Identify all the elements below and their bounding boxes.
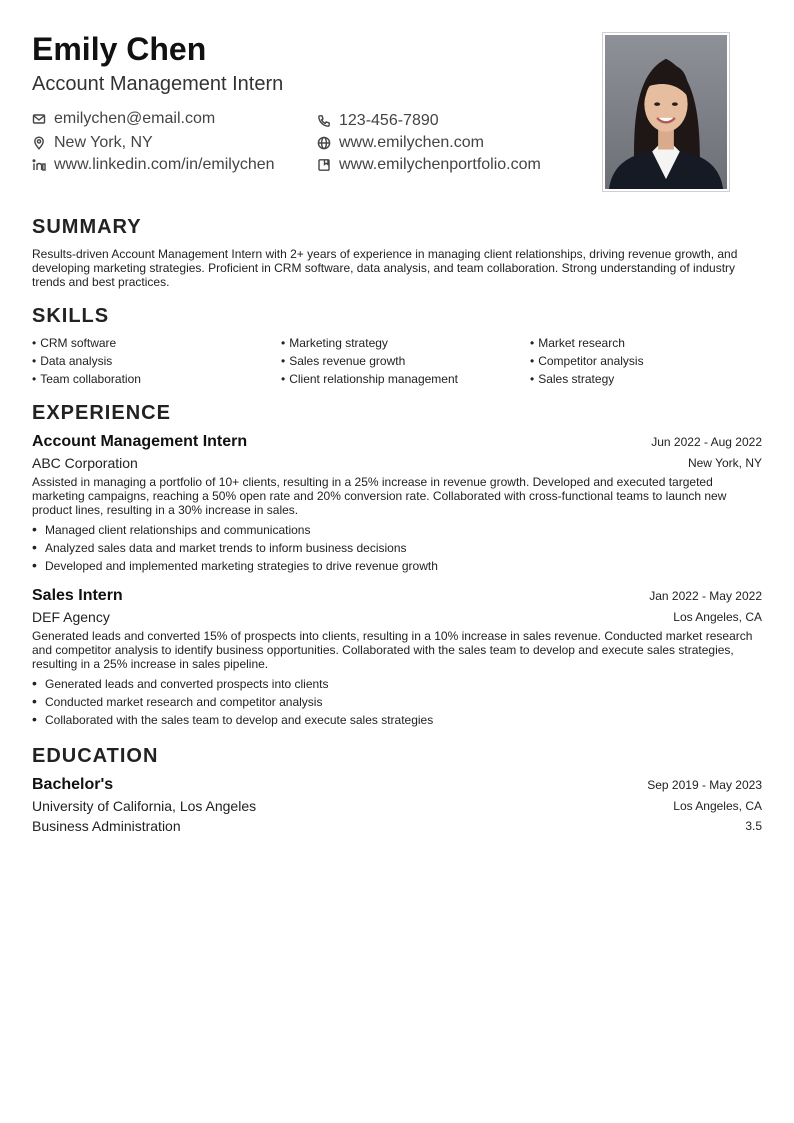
contact-location-text: New York, NY (54, 134, 153, 151)
candidate-role: Account Management Intern (32, 73, 284, 95)
job-location: New York, NY (687, 456, 762, 470)
job-description: Assisted in managing a portfolio of 10+ clients, resulting in a 25% increase in revenue growth. Developed and executed targeted marketing campaigns, reaching a 50% open rate and 20% conversion rate. Collaborated with cross-functional teams to launch new product lines, resulting in a 30% increase in sales. (32, 475, 727, 517)
contact-portfolio[interactable] (317, 156, 541, 174)
experience-heading: EXPERIENCE (32, 402, 171, 424)
contact-website[interactable] (317, 134, 484, 152)
contact-linkedin[interactable] (32, 156, 275, 174)
job-bullet: • Conducted market research and competitor analysis (32, 693, 323, 709)
field-of-study: Business Administration (32, 818, 181, 834)
education-dates: Sep 2019 - May 2023 (647, 778, 762, 792)
job-organization: DEF Agency (32, 609, 110, 625)
candidate-name: Emily Chen (32, 31, 207, 67)
skill-item: • Team collaboration (32, 372, 141, 386)
mail-icon (32, 112, 46, 126)
contact-portfolio-text: www.emilychenportfolio.com (339, 156, 541, 173)
job-dates: Jan 2022 - May 2022 (649, 589, 762, 603)
school-location: Los Angeles, CA (673, 799, 762, 813)
contact-location (32, 134, 153, 152)
job-location: Los Angeles, CA (673, 610, 762, 624)
summary-text: Results-driven Account Management Intern with 2+ years of experience in managing client relationships, driving revenue growth, and developing marketing strategies. Proficient in CRM software, data analysis, and team collaboration. Strong understanding of industry trends and best practices. (32, 247, 738, 289)
globe-icon (317, 136, 331, 150)
phone-icon (317, 114, 331, 128)
contact-linkedin-text: www.linkedin.com/in/emilychen (54, 156, 275, 173)
map-pin-icon (32, 136, 46, 150)
job-bullet: • Generated leads and converted prospects into clients (32, 675, 329, 691)
contact-email[interactable] (32, 110, 215, 128)
summary-heading: SUMMARY (32, 216, 142, 238)
job-bullet: • Developed and implemented marketing strategies to drive revenue growth (32, 557, 438, 573)
job-description: Generated leads and converted 15% of prospects into clients, resulting in a 10% increase in sales revenue. Conducted market research and competitor analysis to identify business opportunities. Collaborated with the sales team to develop and execute sales strategies, resulting in a 25% increase in sales pipeline. (32, 629, 753, 671)
job-title: Account Management Intern (32, 433, 248, 450)
job-bullet: • Analyzed sales data and market trends to inform business decisions (32, 539, 407, 555)
portfolio-icon (317, 158, 331, 172)
skill-item: • Sales strategy (530, 372, 614, 386)
contact-website-text: www.emilychen.com (339, 134, 484, 151)
job-dates: Jun 2022 - Aug 2022 (651, 435, 762, 449)
education-heading: EDUCATION (32, 745, 159, 767)
job-title: Sales Intern (32, 587, 123, 604)
gpa: 3.5 (745, 819, 762, 833)
contact-email-text: emilychen@email.com (54, 110, 216, 127)
skill-item: • Client relationship management (281, 372, 458, 386)
skill-item: • Marketing strategy (281, 336, 388, 350)
skill-item: • Sales revenue growth (281, 354, 405, 368)
job-bullet: • Collaborated with the sales team to develop and execute sales strategies (32, 711, 434, 727)
skills-heading: SKILLS (32, 305, 110, 327)
job-organization: ABC Corporation (32, 455, 138, 471)
profile-photo (602, 32, 730, 192)
linkedin-icon (32, 158, 46, 172)
skill-item: • CRM software (32, 336, 116, 350)
degree: Bachelor's (32, 776, 114, 793)
contact-phone[interactable] (317, 112, 439, 130)
skill-item: • Competitor analysis (530, 354, 644, 368)
contact-phone-text: 123-456-7890 (339, 112, 439, 129)
skill-item: • Market research (530, 336, 625, 350)
skill-item: • Data analysis (32, 354, 112, 368)
school-name: University of California, Los Angeles (32, 798, 257, 814)
job-bullet: • Managed client relationships and communications (32, 521, 311, 537)
